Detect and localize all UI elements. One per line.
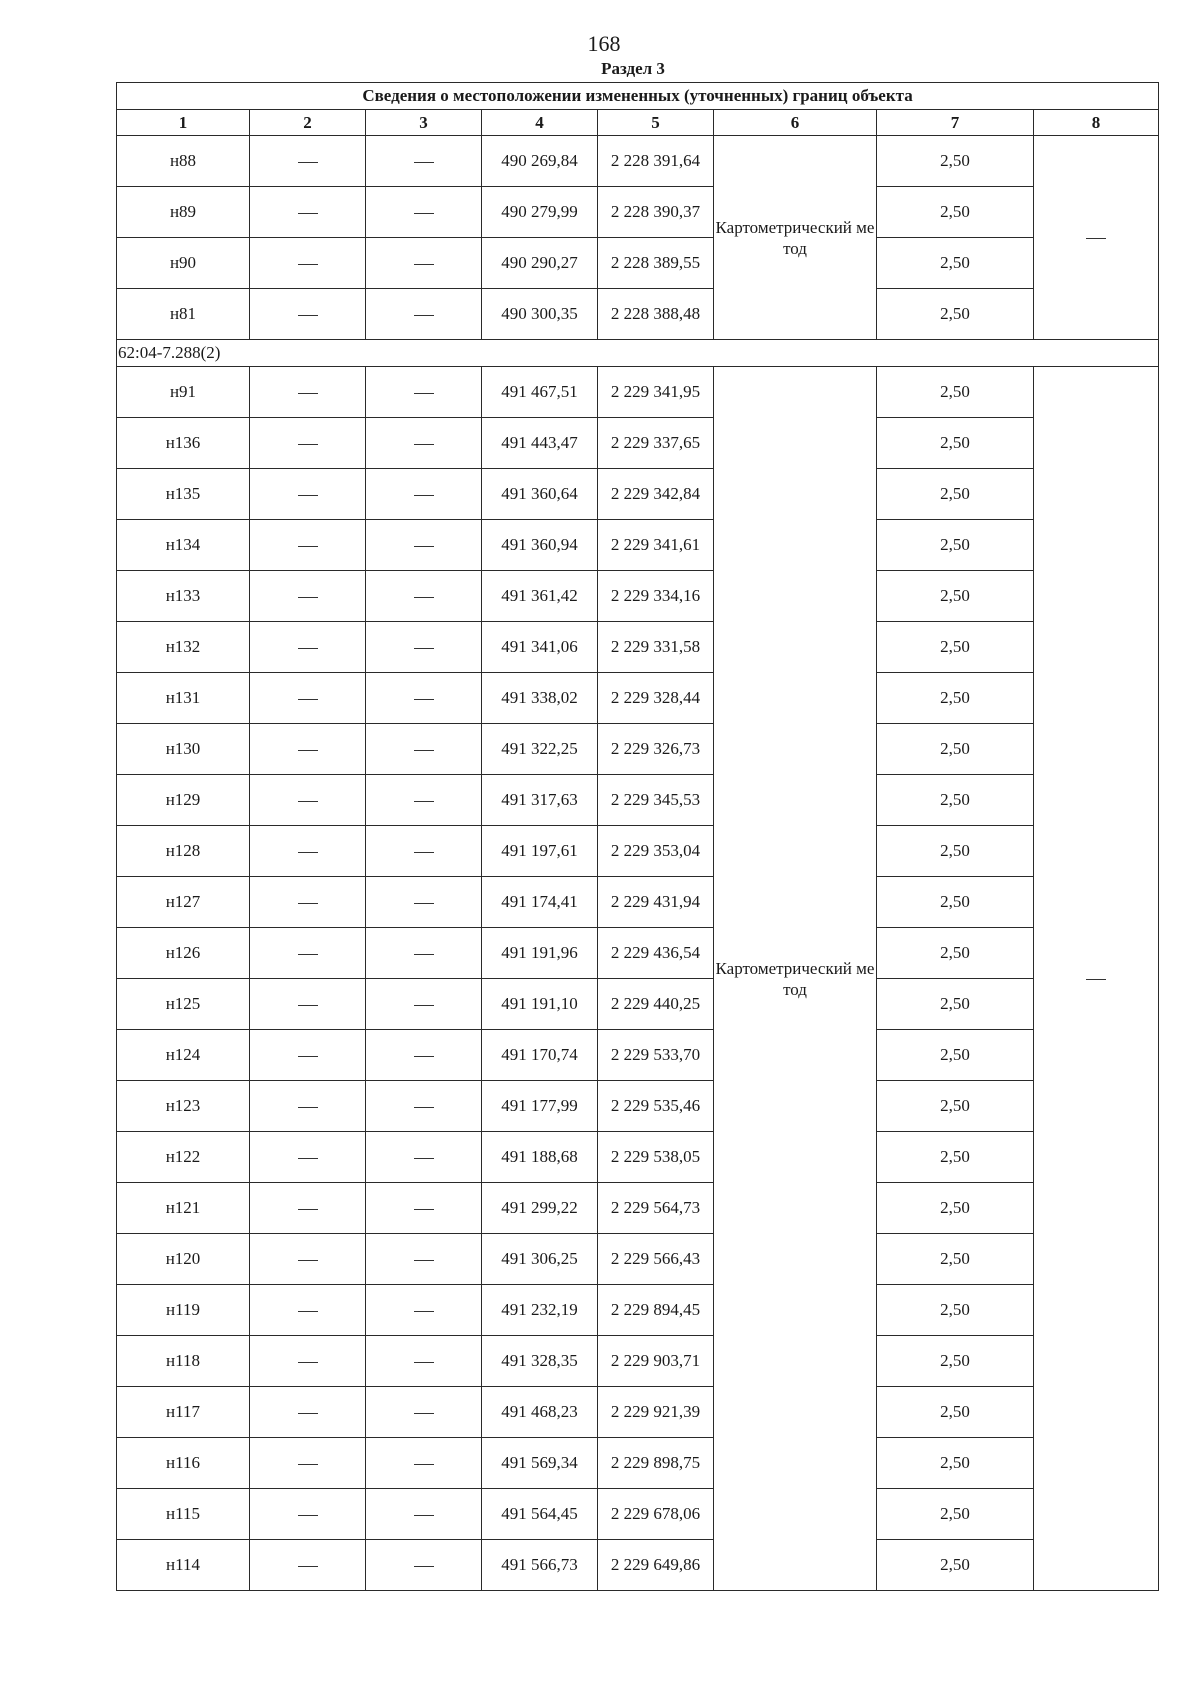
dash-mark — [1086, 979, 1106, 980]
point-name-cell: н117 — [117, 1387, 250, 1438]
coord-x-cell: 491 569,34 — [482, 1438, 598, 1489]
coord-x-cell: 491 197,61 — [482, 826, 598, 877]
dash-mark — [298, 1566, 318, 1567]
dash-mark — [414, 1413, 434, 1414]
coord-x-cell: 491 188,68 — [482, 1132, 598, 1183]
accuracy-cell: 2,50 — [877, 1540, 1034, 1591]
empty-cell — [250, 187, 366, 238]
empty-cell — [250, 1132, 366, 1183]
table-row — [117, 1183, 1159, 1234]
accuracy-cell: 2,50 — [877, 187, 1034, 238]
coord-y-cell: 2 229 566,43 — [598, 1234, 714, 1285]
empty-cell — [366, 1387, 482, 1438]
coord-x-cell: 491 306,25 — [482, 1234, 598, 1285]
point-name-cell: н90 — [117, 238, 250, 289]
point-name-cell: н121 — [117, 1183, 250, 1234]
coord-x-cell: 491 191,10 — [482, 979, 598, 1030]
dash-mark — [298, 1515, 318, 1516]
point-name-cell: н119 — [117, 1285, 250, 1336]
accuracy-cell: 2,50 — [877, 724, 1034, 775]
dash-mark — [414, 852, 434, 853]
dash-mark — [414, 315, 434, 316]
empty-cell — [366, 1438, 482, 1489]
dash-mark — [298, 393, 318, 394]
table-row — [117, 1489, 1159, 1540]
dash-mark — [298, 264, 318, 265]
empty-cell — [250, 622, 366, 673]
dash-mark — [414, 1362, 434, 1363]
coord-y-cell: 2 229 535,46 — [598, 1081, 714, 1132]
empty-cell — [366, 1030, 482, 1081]
empty-cell — [250, 1285, 366, 1336]
dash-mark — [298, 546, 318, 547]
coordinates-table — [116, 82, 1159, 1591]
dash-mark — [298, 1413, 318, 1414]
dash-mark — [298, 1158, 318, 1159]
empty-cell — [250, 289, 366, 340]
point-name-cell: н115 — [117, 1489, 250, 1540]
coord-y-cell: 2 229 921,39 — [598, 1387, 714, 1438]
empty-cell — [366, 1489, 482, 1540]
accuracy-cell: 2,50 — [877, 469, 1034, 520]
empty-cell — [366, 1132, 482, 1183]
table-row — [117, 826, 1159, 877]
empty-cell — [366, 622, 482, 673]
dash-mark — [298, 801, 318, 802]
column-header-7: 7 — [877, 110, 1034, 136]
empty-cell — [366, 1285, 482, 1336]
accuracy-cell: 2,50 — [877, 1234, 1034, 1285]
coord-y-cell: 2 229 345,53 — [598, 775, 714, 826]
empty-cell — [366, 979, 482, 1030]
table-row — [117, 979, 1159, 1030]
empty-cell — [366, 1540, 482, 1591]
coord-x-cell: 491 322,25 — [482, 724, 598, 775]
empty-cell — [366, 673, 482, 724]
point-name-cell: н116 — [117, 1438, 250, 1489]
coord-y-cell: 2 229 898,75 — [598, 1438, 714, 1489]
coord-x-cell: 491 177,99 — [482, 1081, 598, 1132]
accuracy-cell: 2,50 — [877, 826, 1034, 877]
empty-cell — [250, 1540, 366, 1591]
dash-mark — [298, 954, 318, 955]
table-row — [117, 289, 1159, 340]
point-name-cell: н126 — [117, 928, 250, 979]
coord-y-cell: 2 229 353,04 — [598, 826, 714, 877]
coord-y-cell: 2 229 334,16 — [598, 571, 714, 622]
coord-x-cell: 491 191,96 — [482, 928, 598, 979]
empty-cell — [250, 571, 366, 622]
empty-cell — [250, 469, 366, 520]
point-name-cell: н134 — [117, 520, 250, 571]
empty-cell — [250, 1030, 366, 1081]
point-name-cell: н128 — [117, 826, 250, 877]
table-row — [117, 136, 1159, 187]
empty-cell — [1034, 367, 1159, 1591]
coord-y-cell: 2 229 894,45 — [598, 1285, 714, 1336]
coord-x-cell: 491 174,41 — [482, 877, 598, 928]
coord-x-cell: 490 269,84 — [482, 136, 598, 187]
empty-cell — [366, 775, 482, 826]
coord-x-cell: 491 360,94 — [482, 520, 598, 571]
dash-mark — [298, 852, 318, 853]
accuracy-cell: 2,50 — [877, 1030, 1034, 1081]
table-row — [117, 877, 1159, 928]
empty-cell — [366, 1336, 482, 1387]
coord-x-cell: 490 290,27 — [482, 238, 598, 289]
coord-x-cell: 491 361,42 — [482, 571, 598, 622]
coord-x-cell: 491 170,74 — [482, 1030, 598, 1081]
table-row — [117, 775, 1159, 826]
coord-y-cell: 2 229 328,44 — [598, 673, 714, 724]
point-name-cell: н135 — [117, 469, 250, 520]
dash-mark — [414, 1005, 434, 1006]
empty-cell — [250, 1387, 366, 1438]
dash-mark — [414, 699, 434, 700]
empty-cell — [250, 136, 366, 187]
point-name-cell: н122 — [117, 1132, 250, 1183]
coord-x-cell: 491 341,06 — [482, 622, 598, 673]
dash-mark — [414, 750, 434, 751]
dash-mark — [1086, 238, 1106, 239]
table-row — [117, 238, 1159, 289]
coord-y-cell: 2 228 389,55 — [598, 238, 714, 289]
dash-mark — [414, 597, 434, 598]
column-header-5: 5 — [598, 110, 714, 136]
coord-x-cell: 491 338,02 — [482, 673, 598, 724]
point-name-cell: н132 — [117, 622, 250, 673]
dash-mark — [298, 597, 318, 598]
empty-cell — [366, 520, 482, 571]
empty-cell — [366, 1183, 482, 1234]
empty-cell — [250, 238, 366, 289]
empty-cell — [366, 238, 482, 289]
dash-mark — [298, 1311, 318, 1312]
table-row — [117, 1081, 1159, 1132]
empty-cell — [366, 289, 482, 340]
empty-cell — [366, 928, 482, 979]
coord-y-cell: 2 229 337,65 — [598, 418, 714, 469]
coord-x-cell: 491 232,19 — [482, 1285, 598, 1336]
accuracy-cell: 2,50 — [877, 136, 1034, 187]
empty-cell — [250, 877, 366, 928]
dash-mark — [298, 1362, 318, 1363]
section-title: Раздел 3 — [601, 59, 665, 78]
empty-cell — [250, 1336, 366, 1387]
dash-mark — [414, 264, 434, 265]
coord-y-cell: 2 229 678,06 — [598, 1489, 714, 1540]
column-header-6: 6 — [714, 110, 877, 136]
empty-cell — [250, 826, 366, 877]
group-label-row — [117, 340, 1159, 367]
dash-mark — [298, 495, 318, 496]
table-row — [117, 1234, 1159, 1285]
accuracy-cell: 2,50 — [877, 1132, 1034, 1183]
accuracy-cell: 2,50 — [877, 622, 1034, 673]
accuracy-cell: 2,50 — [877, 418, 1034, 469]
empty-cell — [366, 877, 482, 928]
accuracy-cell: 2,50 — [877, 877, 1034, 928]
accuracy-cell: 2,50 — [877, 289, 1034, 340]
dash-mark — [414, 1056, 434, 1057]
empty-cell — [250, 1234, 366, 1285]
coord-x-cell: 491 468,23 — [482, 1387, 598, 1438]
dash-mark — [414, 546, 434, 547]
coord-y-cell: 2 229 341,61 — [598, 520, 714, 571]
accuracy-cell: 2,50 — [877, 1336, 1034, 1387]
point-name-cell: н129 — [117, 775, 250, 826]
empty-cell — [250, 520, 366, 571]
coord-x-cell: 491 564,45 — [482, 1489, 598, 1540]
coord-y-cell: 2 229 331,58 — [598, 622, 714, 673]
dash-mark — [414, 393, 434, 394]
empty-cell — [250, 673, 366, 724]
dash-mark — [414, 1464, 434, 1465]
accuracy-cell: 2,50 — [877, 1285, 1034, 1336]
table-row — [117, 928, 1159, 979]
empty-cell — [366, 469, 482, 520]
coord-x-cell: 491 328,35 — [482, 1336, 598, 1387]
dash-mark — [298, 213, 318, 214]
column-header-2: 2 — [250, 110, 366, 136]
dash-mark — [298, 699, 318, 700]
method-cell: Картометрический метод — [714, 367, 877, 1591]
table-row — [117, 187, 1159, 238]
coord-y-cell: 2 229 538,05 — [598, 1132, 714, 1183]
point-name-cell: н81 — [117, 289, 250, 340]
empty-cell — [366, 187, 482, 238]
table-row — [117, 1540, 1159, 1591]
accuracy-cell: 2,50 — [877, 775, 1034, 826]
coord-x-cell: 490 279,99 — [482, 187, 598, 238]
dash-mark — [414, 1107, 434, 1108]
coord-x-cell: 491 566,73 — [482, 1540, 598, 1591]
cadastral-group-label: 62:04-7.288(2) — [117, 340, 1159, 367]
dash-mark — [298, 648, 318, 649]
dash-mark — [298, 1260, 318, 1261]
dash-mark — [414, 1515, 434, 1516]
dash-mark — [414, 903, 434, 904]
empty-cell — [250, 418, 366, 469]
accuracy-cell: 2,50 — [877, 520, 1034, 571]
dash-mark — [414, 444, 434, 445]
dash-mark — [298, 1005, 318, 1006]
coord-x-cell: 491 360,64 — [482, 469, 598, 520]
point-name-cell: н120 — [117, 1234, 250, 1285]
coord-y-cell: 2 229 564,73 — [598, 1183, 714, 1234]
coord-y-cell: 2 228 391,64 — [598, 136, 714, 187]
accuracy-cell: 2,50 — [877, 673, 1034, 724]
dash-mark — [298, 903, 318, 904]
accuracy-cell: 2,50 — [877, 238, 1034, 289]
dash-mark — [298, 1056, 318, 1057]
table-row — [117, 1132, 1159, 1183]
column-header-8: 8 — [1034, 110, 1159, 136]
table-row — [117, 1438, 1159, 1489]
table-row — [117, 367, 1159, 418]
method-cell: Картометрический метод — [714, 136, 877, 340]
empty-cell — [366, 724, 482, 775]
accuracy-cell: 2,50 — [877, 571, 1034, 622]
dash-mark — [414, 213, 434, 214]
dash-mark — [414, 1158, 434, 1159]
coord-y-cell: 2 229 431,94 — [598, 877, 714, 928]
table-row — [117, 1030, 1159, 1081]
empty-cell — [366, 571, 482, 622]
dash-mark — [298, 750, 318, 751]
empty-cell — [250, 1489, 366, 1540]
point-name-cell: н118 — [117, 1336, 250, 1387]
coord-x-cell: 491 467,51 — [482, 367, 598, 418]
dash-mark — [298, 315, 318, 316]
dash-mark — [414, 1209, 434, 1210]
point-name-cell: н131 — [117, 673, 250, 724]
table-row — [117, 469, 1159, 520]
table-row — [117, 622, 1159, 673]
coord-x-cell: 491 443,47 — [482, 418, 598, 469]
page-number: 168 — [587, 31, 621, 56]
point-name-cell: н127 — [117, 877, 250, 928]
coord-x-cell: 491 317,63 — [482, 775, 598, 826]
coord-x-cell: 491 299,22 — [482, 1183, 598, 1234]
dash-mark — [298, 162, 318, 163]
dash-mark — [298, 1107, 318, 1108]
empty-cell — [250, 979, 366, 1030]
coord-y-cell: 2 228 388,48 — [598, 289, 714, 340]
point-name-cell: н130 — [117, 724, 250, 775]
coord-y-cell: 2 228 390,37 — [598, 187, 714, 238]
empty-cell — [366, 136, 482, 187]
empty-cell — [366, 1081, 482, 1132]
empty-cell — [250, 1438, 366, 1489]
coord-y-cell: 2 229 533,70 — [598, 1030, 714, 1081]
empty-cell — [250, 724, 366, 775]
table-row — [117, 418, 1159, 469]
point-name-cell: н114 — [117, 1540, 250, 1591]
coord-y-cell: 2 229 326,73 — [598, 724, 714, 775]
table-row — [117, 1285, 1159, 1336]
dash-mark — [414, 954, 434, 955]
column-header-1: 1 — [117, 110, 250, 136]
empty-cell — [366, 826, 482, 877]
accuracy-cell: 2,50 — [877, 1438, 1034, 1489]
dash-mark — [414, 495, 434, 496]
table-caption: Сведения о местоположении измененных (уточненных) границ объекта — [117, 83, 1159, 110]
table-row — [117, 673, 1159, 724]
table-row — [117, 1387, 1159, 1438]
point-name-cell: н125 — [117, 979, 250, 1030]
table-row — [117, 520, 1159, 571]
column-header-3: 3 — [366, 110, 482, 136]
point-name-cell: н123 — [117, 1081, 250, 1132]
empty-cell — [250, 1081, 366, 1132]
dash-mark — [414, 1566, 434, 1567]
coord-y-cell: 2 229 903,71 — [598, 1336, 714, 1387]
point-name-cell: н124 — [117, 1030, 250, 1081]
coord-y-cell: 2 229 440,25 — [598, 979, 714, 1030]
accuracy-cell: 2,50 — [877, 979, 1034, 1030]
dash-mark — [414, 1311, 434, 1312]
point-name-cell: н133 — [117, 571, 250, 622]
accuracy-cell: 2,50 — [877, 1387, 1034, 1438]
point-name-cell: н91 — [117, 367, 250, 418]
dash-mark — [298, 444, 318, 445]
dash-mark — [414, 648, 434, 649]
coord-y-cell: 2 229 649,86 — [598, 1540, 714, 1591]
point-name-cell: н88 — [117, 136, 250, 187]
empty-cell — [366, 367, 482, 418]
accuracy-cell: 2,50 — [877, 928, 1034, 979]
empty-cell — [250, 367, 366, 418]
table-row — [117, 1336, 1159, 1387]
dash-mark — [414, 1260, 434, 1261]
empty-cell — [250, 1183, 366, 1234]
empty-cell — [1034, 136, 1159, 340]
dash-mark — [298, 1209, 318, 1210]
table-row — [117, 724, 1159, 775]
coord-y-cell: 2 229 342,84 — [598, 469, 714, 520]
accuracy-cell: 2,50 — [877, 1183, 1034, 1234]
table-row — [117, 571, 1159, 622]
dash-mark — [414, 801, 434, 802]
point-name-cell: н136 — [117, 418, 250, 469]
coord-y-cell: 2 229 341,95 — [598, 367, 714, 418]
accuracy-cell: 2,50 — [877, 1081, 1034, 1132]
empty-cell — [250, 775, 366, 826]
dash-mark — [298, 1464, 318, 1465]
dash-mark — [414, 162, 434, 163]
column-header-4: 4 — [482, 110, 598, 136]
coord-x-cell: 490 300,35 — [482, 289, 598, 340]
point-name-cell: н89 — [117, 187, 250, 238]
accuracy-cell: 2,50 — [877, 1489, 1034, 1540]
empty-cell — [250, 928, 366, 979]
accuracy-cell: 2,50 — [877, 367, 1034, 418]
coord-y-cell: 2 229 436,54 — [598, 928, 714, 979]
empty-cell — [366, 418, 482, 469]
empty-cell — [366, 1234, 482, 1285]
